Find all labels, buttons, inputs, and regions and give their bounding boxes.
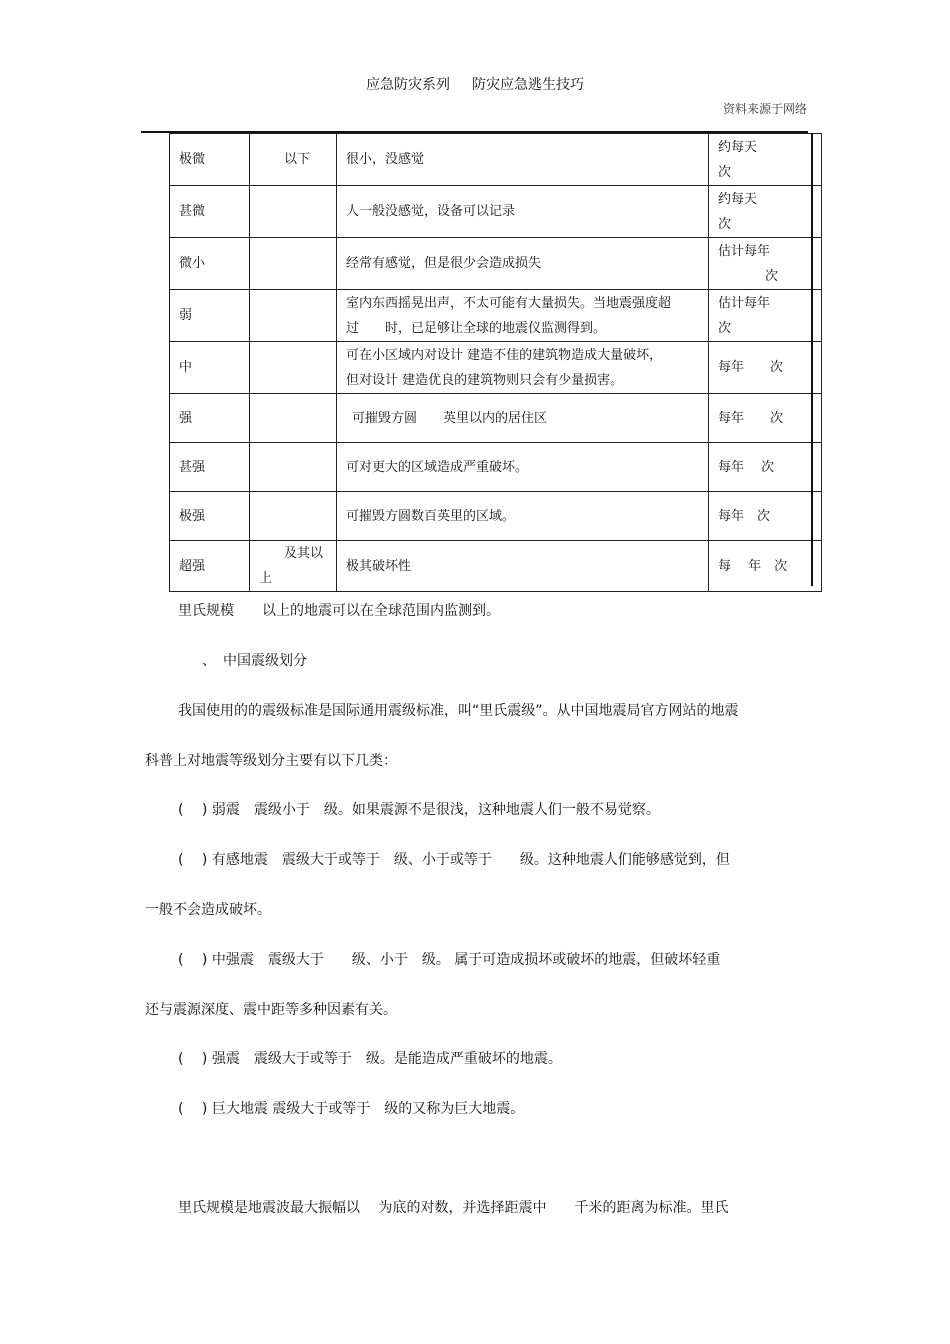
level-cell: 弱	[170, 290, 250, 342]
frequency-cell: 估计每年 次	[709, 290, 822, 342]
magnitude-cell	[250, 290, 337, 342]
table-row	[170, 492, 822, 541]
list-item: ( ) 中强震 震级大于 级、小于 级。 属于可造成损坏或破坏的地震，但破坏轻重	[178, 952, 721, 968]
table-row	[170, 134, 822, 186]
table-row	[170, 186, 822, 238]
list-item: ( ) 弱震 震级小于 级。如果震源不是很浅，这种地震人们一般不易觉察。	[178, 802, 660, 818]
level-cell: 超强	[170, 541, 250, 592]
description-cell: 可对更大的区域造成严重破坏。	[337, 443, 709, 492]
frequency-cell: 每年 次	[709, 394, 822, 443]
magnitude-cell	[250, 238, 337, 290]
paragraph: 里氏规模是地震波最大振幅以 为底的对数，并选择距震中 千米的距离为标准。里氏	[178, 1200, 729, 1216]
magnitude-cell: 以下	[250, 134, 337, 186]
frequency-cell: 估计每年 次	[709, 238, 822, 290]
table-row	[170, 342, 822, 394]
frequency-cell: 约每天 次	[709, 134, 822, 186]
frequency-cell: 每 年 次	[709, 541, 822, 592]
section-heading: 、 中国震级划分	[202, 653, 307, 669]
list-item: ( ) 有感地震 震级大于或等于 级、小于或等于 级。这种地震人们能够感觉到，但	[178, 852, 730, 868]
description-cell: 可摧毁方圆 英里以内的居住区	[337, 394, 709, 443]
level-cell: 极微	[170, 134, 250, 186]
table-row	[170, 394, 822, 443]
magnitude-cell	[250, 492, 337, 541]
magnitude-cell	[250, 342, 337, 394]
source-note: 资料来源于网络	[722, 102, 807, 116]
magnitude-cell	[250, 394, 337, 443]
paragraph: 里氏规模 以上的地震可以在全球范围内监测到。	[178, 603, 500, 619]
frequency-cell: 每年 次	[709, 342, 822, 394]
level-cell: 微小	[170, 238, 250, 290]
table-right-rule	[811, 133, 813, 586]
magnitude-cell	[250, 186, 337, 238]
table-row	[170, 443, 822, 492]
magnitude-table	[169, 133, 822, 592]
description-cell: 可在小区域内对设计 建造不佳的建筑物造成大量破坏， 但对设计 建造优良的建筑物则只会有少量损害。	[337, 342, 709, 394]
level-cell: 强	[170, 394, 250, 443]
level-cell: 中	[170, 342, 250, 394]
table-row	[170, 541, 822, 592]
paragraph: 还与震源深度、震中距等多种因素有关。	[145, 1002, 397, 1018]
magnitude-cell	[250, 443, 337, 492]
level-cell: 极强	[170, 492, 250, 541]
description-cell: 经常有感觉，但是很少会造成损失	[337, 238, 709, 290]
list-item: ( ) 巨大地震 震级大于或等于 级的又称为巨大地震。	[178, 1101, 525, 1117]
frequency-cell: 约每天 次	[709, 186, 822, 238]
description-cell: 可摧毁方圆数百英里的区域。	[337, 492, 709, 541]
list-item: ( ) 强震 震级大于或等于 级。是能造成严重破坏的地震。	[178, 1051, 562, 1067]
description-cell: 室内东西摇晃出声，不太可能有大量损失。当地震强度超 过 时，已足够让全球的地震仪监测得到。	[337, 290, 709, 342]
topic-title: 防灾应急逃生技巧	[472, 77, 584, 93]
document-header	[0, 74, 950, 94]
series-title: 应急防灾系列	[366, 77, 450, 93]
paragraph: 一般不会造成破坏。	[145, 902, 271, 918]
description-cell: 很小，没感觉	[337, 134, 709, 186]
level-cell: 甚微	[170, 186, 250, 238]
frequency-cell: 每年 次	[709, 443, 822, 492]
paragraph: 我国使用的的震级标准是国际通用震级标准，叫“里氏震级”。从中国地震局官方网站的地震	[178, 703, 739, 719]
magnitude-cell: 及其以 上	[250, 541, 337, 592]
table-row	[170, 238, 822, 290]
level-cell: 甚强	[170, 443, 250, 492]
table-row	[170, 290, 822, 342]
paragraph: 科普上对地震等级划分主要有以下几类：	[145, 753, 397, 769]
frequency-cell: 每年 次	[709, 492, 822, 541]
description-cell: 人一般没感觉，设备可以记录	[337, 186, 709, 238]
description-cell: 极其破坏性	[337, 541, 709, 592]
